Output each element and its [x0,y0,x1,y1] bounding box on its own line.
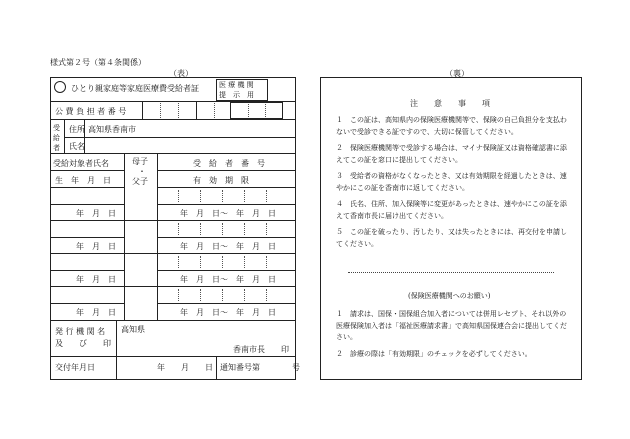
issuer-label-2: 及 び 印 [55,339,111,348]
recipient-label-3: 者 [53,144,60,152]
address-label: 住所 [69,125,85,134]
validity-row-3: 年 月 日〜 年 月 日 [180,275,276,284]
issue-date-value: 年 月 日 [157,363,213,372]
birthdate-label: 生 年 月 日 [55,176,111,185]
issuer-mayor: 香南市長 印 [233,345,289,354]
provider-label-line2: 提 示 用 [219,91,254,99]
circle-mark-icon [54,81,66,93]
birthdate-row-1: 年 月 日 [76,209,116,218]
note-3: ３ 受給者の資格がなくなったとき、又は有効期限を経過したときは、速やかにこの証を香南市に返してください。 [336,172,567,192]
birthdate-row-3: 年 月 日 [76,275,116,284]
note-1: １ この証は、高知県内の保険医療機関等で、保険の自己負担分を支払わないで受診できる証ですので、大切に保管してください。 [336,116,567,136]
front-caption: （表） [169,69,193,78]
note-4: ４ 氏名、住所、加入保険等に変更があったときは、速やかにこの証を添えて香南市長に届け出てください。 [336,200,567,220]
notes-list [336,115,572,250]
notes-heading: 注 意 事 項 [410,99,490,108]
note-5: ５ この証を破ったり、汚したり、又は失ったときには、再交付を申請してください。 [336,228,567,248]
recipient-label-2: 給 [53,134,60,142]
issuer-prefecture: 高知県 [121,325,145,334]
validity-label: 有 効 期 限 [193,176,249,185]
provider-label-line1: 医 療 機 関 [219,81,254,89]
birthdate-row-4: 年 月 日 [76,308,116,317]
parent-type-mother: 母子 [132,157,148,166]
provider-notes-heading: (保険医療機関へのお願い) [408,292,491,300]
name-label: 氏名 [69,142,85,151]
back-caption: （裏） [445,69,469,78]
issuer-label-1: 発 行 機 関 名 [55,327,106,336]
recipient-number-label: 受 給 者 番 号 [193,159,265,168]
dotted-separator [348,272,554,273]
notification-number: 通知番号第 号 [220,363,300,372]
validity-row-4: 年 月 日〜 年 月 日 [180,308,276,317]
provider-note-1: １ 請求は、国保・国保組合加入者については併用レセプト、それ以外の医療保険加入者は「福祉医療請求書」で高知県国保連合会に提出してください。 [336,310,567,341]
burden-number-check-box [230,102,283,119]
note-2: ２ 保険医療機関等で受診する場合は、マイナ保険証又は資格確認書に添えてこの証を窓口に提出してください。 [336,144,567,164]
parent-type-father: 父子 [132,177,148,186]
form-number: 様式第２号（第４条関係） [50,58,146,67]
parent-type-separator: ・ [138,167,146,176]
address-value: 高知県香南市 [88,125,136,134]
birthdate-row-2: 年 月 日 [76,242,116,251]
provider-notes-list [336,309,572,360]
validity-row-1: 年 月 日〜 年 月 日 [180,209,276,218]
validity-row-2: 年 月 日〜 年 月 日 [180,242,276,251]
certificate-title: ひとり親家庭等家庭医療費受給者証 [71,84,199,93]
issue-date-label: 交付年月日 [55,363,95,372]
provider-note-2: ２ 診療の際は「有効期限」のチェックを必ずしてください。 [336,349,532,358]
burden-number-label: 公 費 負 担 者 番 号 [55,107,127,116]
recipient-label-1: 受 [53,124,60,132]
target-name-label: 受給対象者氏名 [53,159,109,168]
